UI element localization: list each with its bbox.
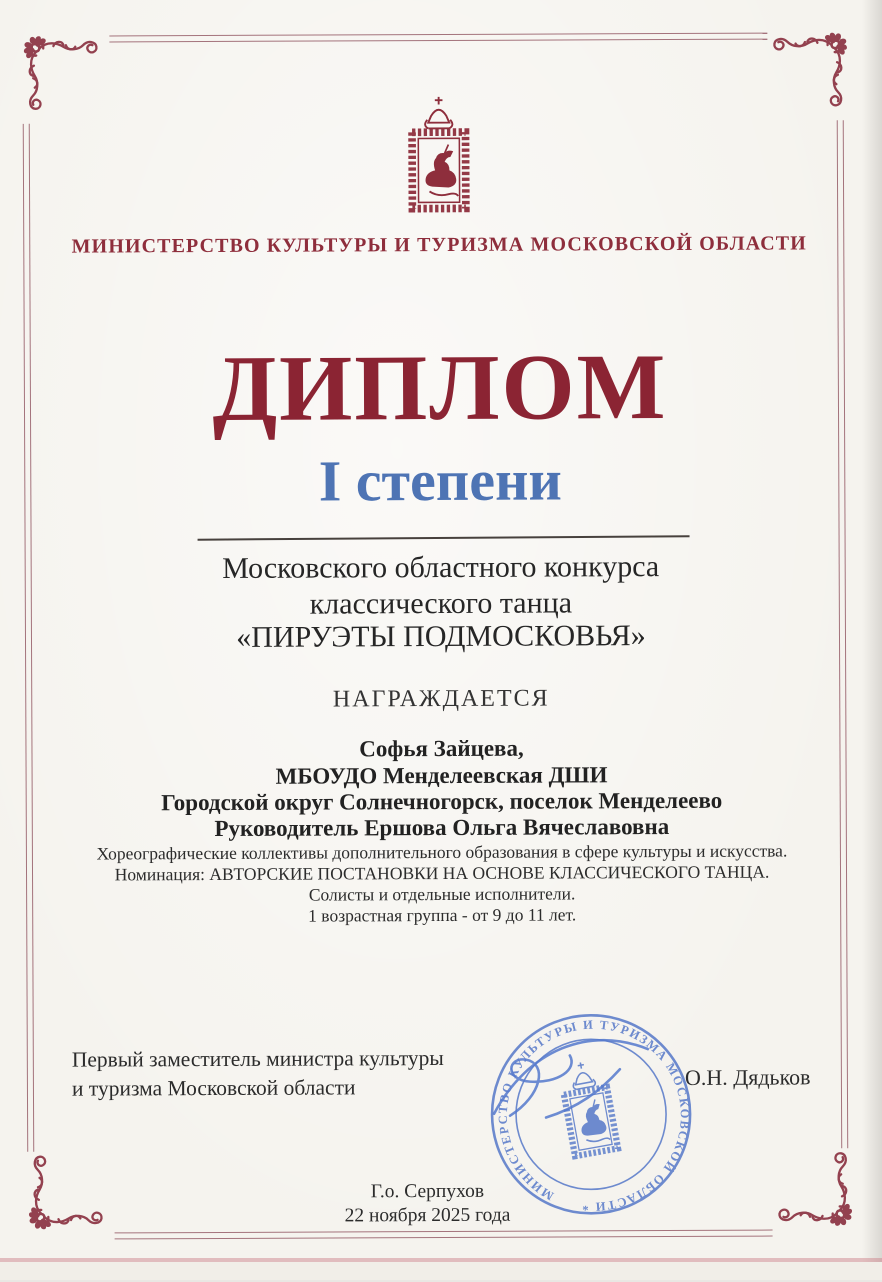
awarded-label: НАГРАЖДАЕТСЯ bbox=[332, 685, 550, 713]
diploma-title: ДИПЛОМ bbox=[212, 335, 668, 441]
degree-line: I степени bbox=[318, 447, 562, 514]
divider-line bbox=[198, 535, 690, 540]
signature-ink bbox=[480, 1015, 681, 1146]
ministry-heading: МИНИСТЕРСТВО КУЛЬТУРЫ И ТУРИЗМА МОСКОВСКОЙ ОБЛАСТИ bbox=[71, 232, 807, 258]
stamp-ring-text: МИНИСТЕРСТВО КУЛЬТУРЫ И ТУРИЗМА МОСКОВСКОЙ ОБЛАСТИ * bbox=[495, 1017, 692, 1214]
official-role bbox=[72, 1044, 444, 1104]
scan-shadow-right bbox=[862, 0, 882, 1280]
footer-date: 22 ноября 2025 года bbox=[344, 1204, 511, 1227]
official-role-line1: Первый заместитель министра культуры bbox=[71, 1045, 444, 1072]
border-bottom bbox=[115, 1230, 773, 1240]
scan-edge-area bbox=[0, 1262, 882, 1280]
recipient-name: Софья Зайцева, bbox=[359, 735, 524, 762]
official-name: О.Н. Дядьков bbox=[684, 1064, 811, 1090]
official-role-line2: и туризма Московской области bbox=[71, 1075, 356, 1101]
recipient-director: Руководитель Ершова Ольга Вячеславовна bbox=[214, 814, 670, 841]
competition-line1: Московского областного конкурса bbox=[222, 550, 660, 585]
corner-flourish-icon bbox=[17, 29, 103, 115]
detail-nomination: Номинация: АВТОРСКИЕ ПОСТАНОВКИ НА ОСНОВЕ КЛАССИЧЕСКОГО ТАНЦА. bbox=[114, 861, 770, 885]
detail-category: Солисты и отдельные исполнители. bbox=[308, 883, 576, 905]
corner-flourish-icon bbox=[767, 26, 853, 112]
recipient-location: Городской округ Солнечногорск, поселок Менделеево bbox=[161, 787, 723, 816]
competition-name: «ПИРУЭТЫ ПОДМОСКОВЬЯ» bbox=[236, 619, 646, 654]
detail-line: Хореографические коллективы дополнительного образования в сфере культуры и искусства. bbox=[96, 840, 788, 864]
competition-line2: классического танца bbox=[309, 586, 573, 621]
recipient-school: МБОУДО Менделеевская ДШИ bbox=[275, 762, 608, 789]
detail-age-group: 1 возрастная группа - от 9 до 11 лет. bbox=[308, 904, 577, 926]
border-top bbox=[109, 33, 767, 43]
coat-of-arms-icon bbox=[387, 94, 492, 220]
footer-city: Г.о. Серпухов bbox=[370, 1180, 485, 1203]
